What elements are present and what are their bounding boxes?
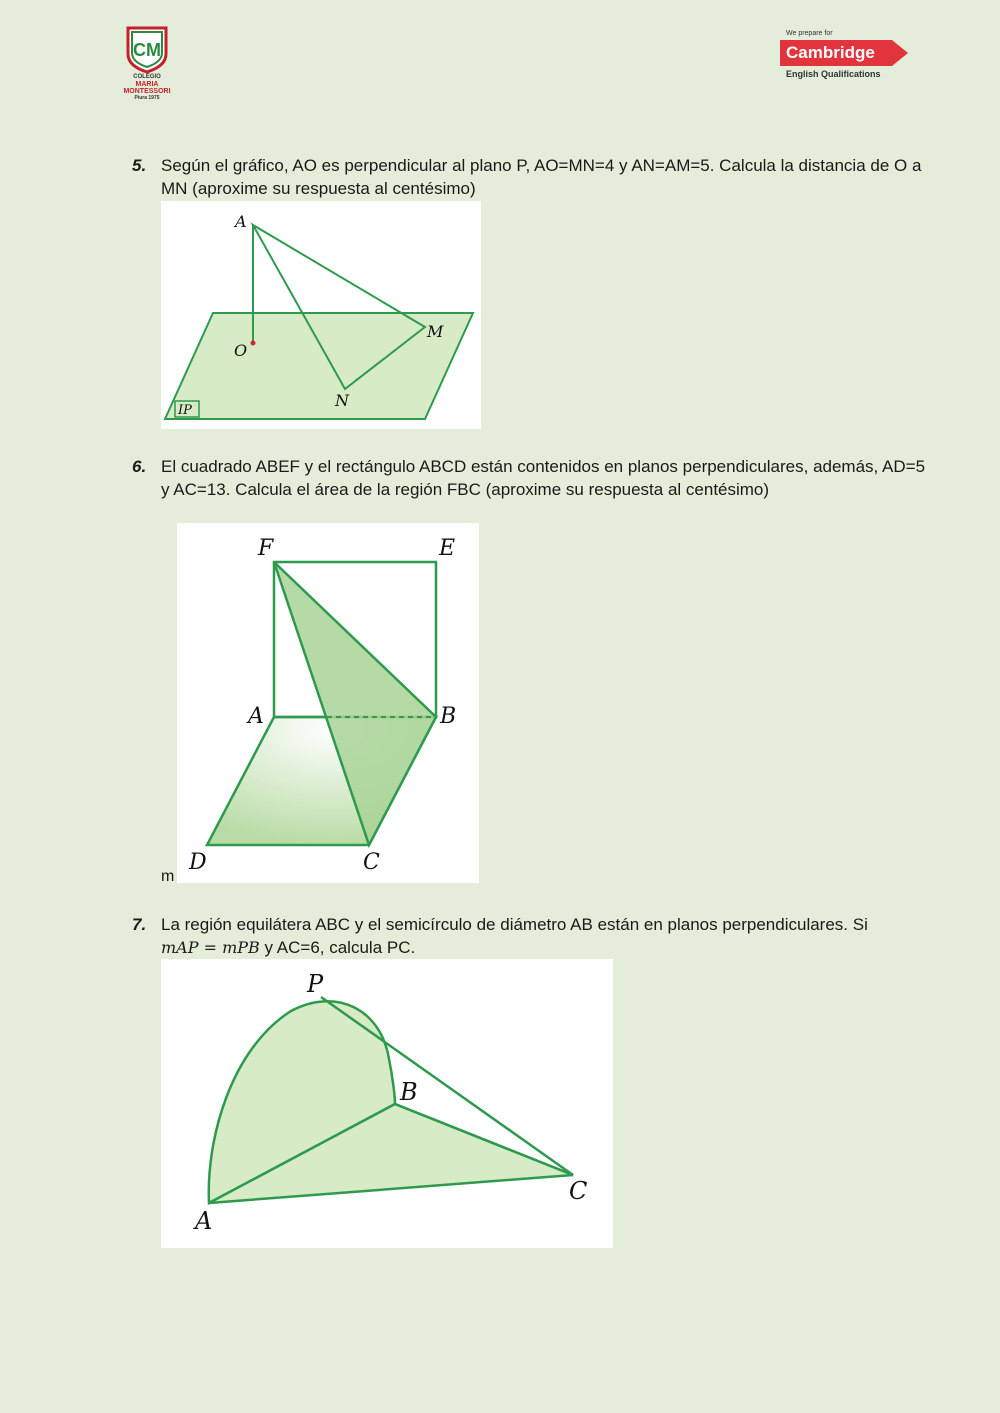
- school-logo: [116, 24, 178, 104]
- label-a: A: [248, 704, 264, 729]
- cambridge-logo: [780, 30, 910, 82]
- semicircle-triangle-diagram: [161, 959, 613, 1248]
- label-a: A: [235, 212, 247, 231]
- square-rectangle-diagram: [177, 523, 479, 883]
- question-number: 7.: [132, 915, 147, 934]
- label-d: D: [189, 850, 207, 875]
- figure-q7: [161, 959, 613, 1248]
- question-text: El cuadrado ABEF y el rectángulo ABCD están contenidos en planos perpendiculares, además, AD=5 y AC=13. Calcula el área de la región FBC (aproxime su respuesta al centésimo): [161, 457, 926, 499]
- school-crest-icon: [116, 24, 178, 74]
- label-a: A: [195, 1207, 213, 1235]
- question-5: [132, 154, 932, 200]
- question-7: [132, 913, 932, 959]
- label-b: B: [440, 704, 457, 729]
- stray-mark: m: [161, 868, 175, 885]
- question-text: Según el gráfico, AO es perpendicular al plano P, AO=MN=4 y AN=AM=5. Calcula la distancia de O a MN (aproxime su respuesta al centésimo): [161, 156, 922, 198]
- question-6: [132, 455, 932, 501]
- label-p: P: [307, 970, 324, 998]
- label-c: C: [363, 850, 380, 875]
- plane-perpendicular-diagram: [161, 201, 481, 429]
- label-c: C: [569, 1177, 588, 1205]
- arc-equation: mAP = mPB: [161, 938, 260, 957]
- label-m: M: [427, 322, 444, 341]
- label-n: N: [335, 391, 349, 410]
- cambridge-subtitle: English Qualifications: [786, 69, 881, 79]
- school-line1: COLEGIO: [133, 74, 161, 80]
- question-text: [161, 913, 932, 959]
- label-f: F: [258, 536, 274, 561]
- school-line4: Piura 1975: [134, 95, 160, 101]
- cambridge-tagline: We prepare for: [786, 30, 833, 37]
- point-o: [251, 341, 256, 346]
- question-number: 5.: [132, 156, 147, 175]
- question-text-after: y AC=6, calcula PC.: [264, 938, 416, 957]
- figure-q5: [161, 201, 481, 429]
- cambridge-brand: Cambridge: [786, 43, 875, 62]
- label-o: O: [234, 341, 248, 360]
- question-text-before: La región equilátera ABC y el semicírculo de diámetro AB están en planos perpendiculares. Si: [161, 915, 868, 934]
- figure-q6: [177, 523, 479, 883]
- school-line2: MARIA: [135, 81, 159, 88]
- question-number: 6.: [132, 457, 147, 476]
- label-b: B: [400, 1078, 418, 1106]
- label-plane: IP: [178, 403, 192, 418]
- school-line3: MONTESSORI: [123, 88, 171, 95]
- crest-initials: CM: [133, 40, 161, 60]
- label-e: E: [439, 536, 456, 561]
